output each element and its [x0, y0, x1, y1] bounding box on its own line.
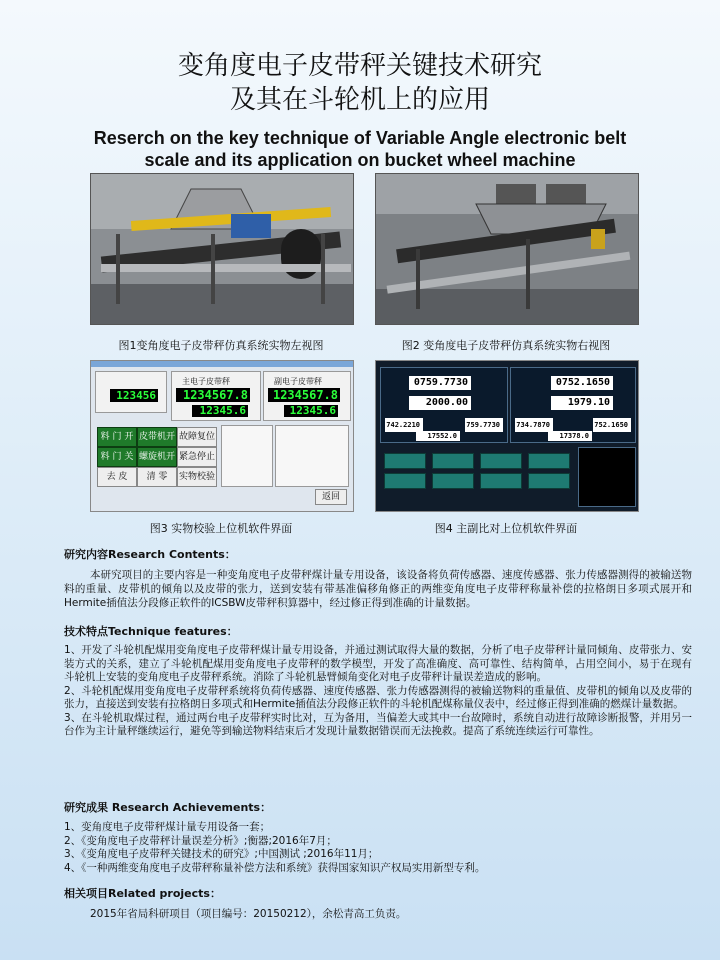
research-contents-heading: 研究内容Research Contents： [64, 548, 236, 561]
right-sum-value: 17378.0 [548, 431, 592, 441]
sub-rate-display: 12345.6 [284, 405, 338, 417]
figure-1-caption: 图1变角度电子皮带秤仿真系统实物左视图 [118, 339, 324, 352]
figure-3-software-screenshot [90, 360, 354, 512]
fault-reset-button[interactable]: 故障复位 [177, 427, 217, 447]
technique-features-list [64, 644, 692, 739]
research-achievements-heading: 研究成果 Research Achievements： [64, 801, 272, 814]
related-projects-text: 2015年省局科研项目（项目编号：20150212），余松青高工负责。 [90, 908, 407, 920]
feature-item-2: 2、斗轮机配煤用变角度电子皮带秤系统将负荷传感器、速度传感器、张力传感器测得的被输送物料的重量值、皮带机的倾角以及皮带的张力，直接送到安装有拉格朗日多项式和Hermite插值法分段修正软件的斗轮机配煤称量仪表中，经过修正得到准确的燃煤计量数据。 [64, 684, 692, 710]
main-scale-panel [171, 371, 261, 421]
weight-display: 123456 [110, 389, 158, 402]
achievement-item-4: 4、《一种两维变角度电子皮带秤称量补偿方法和系统》获得国家知识产权局实用新型专利。 [64, 861, 486, 874]
belt-speed-panel [221, 425, 273, 487]
main-scale-title: 主电子皮带秤 [182, 377, 230, 386]
belt-start-button[interactable]: 皮带机开 [137, 427, 177, 447]
research-achievements-list [64, 821, 692, 875]
main-total-display: 1234567.8 [176, 388, 250, 402]
status-list-panel [578, 447, 636, 507]
achievement-item-3: 3、《变角度电子皮带秤关键技术的研究》;中国测试 ;2016年11月； [64, 848, 379, 860]
calibration-button[interactable]: 实物校验 [177, 467, 217, 487]
control-button-4[interactable] [528, 453, 570, 469]
zero-button[interactable]: 清 零 [137, 467, 177, 487]
figure-4-caption: 图4 主副比对上位机软件界面 [434, 522, 578, 535]
sub-scale-panel [263, 371, 351, 421]
figure-2-caption: 图2 变角度电子皮带秤仿真系统实物右视图 [401, 339, 611, 352]
research-contents-text: 本研究项目的主要内容是一种变角度电子皮带秤煤计量专用设备，该设备将负荷传感器、速度传感器、张力传感器测得的被输送物料的重量、皮带机的倾角以及皮带的张力，送到安装有带基准偏移角修正的两维变角度电子皮带秤称量补偿的拉格朗日多项式展开和Hermite插值法分段修正软件的ICSBW皮带秤积算器中，经过修正得到准确的计量数据。 [64, 569, 692, 609]
control-button-7[interactable] [480, 473, 522, 489]
technique-features-heading: 技术特点Technique features： [64, 625, 238, 638]
achievement-item-1: 1、变角度电子皮带秤煤计量专用设备一套； [64, 821, 271, 833]
title-english-line-2: scale and its application on bucket wheel machine [144, 150, 576, 170]
title-chinese-line-1: 变角度电子皮带秤关键技术研究 [177, 51, 542, 81]
screw-start-button[interactable]: 螺旋机开 [137, 447, 177, 467]
gate-open-button[interactable]: 料 门 开 [97, 427, 137, 447]
sub-total-display: 1234567.8 [268, 388, 340, 402]
left-init-value: 742.2210 [385, 418, 423, 432]
feature-item-3: 3、在斗轮机取煤过程，通过两台电子皮带秤实时比对，互为备用，当偏差大或其中一台故障时，系统自动进行故障诊断报警，并用另一台作为主计量秤继续运行，避免等到输送物料结束后才发现计量数据错误而无法挽救。提高了系统连续运行可靠性。 [64, 711, 692, 737]
control-button-3[interactable] [480, 453, 522, 469]
main-rate-display: 12345.6 [192, 405, 248, 417]
right-rate-display: 1979.10 [551, 396, 613, 410]
emergency-stop-button[interactable]: 紧急停止 [177, 447, 217, 467]
figure-3-caption: 图3 实物校验上位机软件界面 [149, 522, 293, 535]
sub-scale-title: 副电子皮带秤 [274, 377, 322, 386]
left-total-display: 0759.7730 [409, 376, 471, 390]
figure-1-photo [90, 173, 354, 325]
system-status-panel [275, 425, 349, 487]
right-total-display: 0752.1650 [551, 376, 613, 390]
left-end-value: 759.7730 [465, 418, 503, 432]
window-titlebar [91, 361, 353, 367]
control-button-6[interactable] [432, 473, 474, 489]
return-button[interactable]: 返回 [315, 489, 347, 505]
right-init-value: 734.7870 [515, 418, 553, 432]
title-english-line-1: Reserch on the key technique of Variable Angle electronic belt [93, 128, 627, 148]
control-button-5[interactable] [384, 473, 426, 489]
title-chinese-line-2: 及其在斗轮机上的应用 [229, 85, 490, 115]
control-button-1[interactable] [384, 453, 426, 469]
left-rate-display: 2000.00 [409, 396, 471, 410]
weight-panel [95, 371, 167, 413]
right-end-value: 752.1650 [593, 418, 631, 432]
feature-item-1: 1、开发了斗轮机配煤用变角度电子皮带秤煤计量专用设备，并通过测试取得大量的数据，分析了电子皮带秤计量同倾角、皮带张力、安装方式的关系，建立了斗轮机配煤用变角度电子皮带秤的数学模型，开发了高准确度、高可靠性、结构简单，占用空间小，易于在现有斗轮机上安装的变角度电子皮带秤系统。消除了斗轮机悬臂倾角变化对电子皮带秤计量误差造成的影响。 [64, 644, 692, 683]
figure-2-photo [375, 173, 639, 325]
tare-button[interactable]: 去 皮 [97, 467, 137, 487]
achievement-item-2: 2、《变角度电子皮带秤计量误差分析》;衡器;2016年7月； [64, 834, 337, 847]
figure-4-software-screenshot [375, 360, 639, 512]
related-projects-heading: 相关项目Related projects： [64, 887, 221, 900]
gate-close-button[interactable]: 料 门 关 [97, 447, 137, 467]
control-button-2[interactable] [432, 453, 474, 469]
left-sum-value: 17552.0 [416, 431, 460, 441]
control-button-8[interactable] [528, 473, 570, 489]
